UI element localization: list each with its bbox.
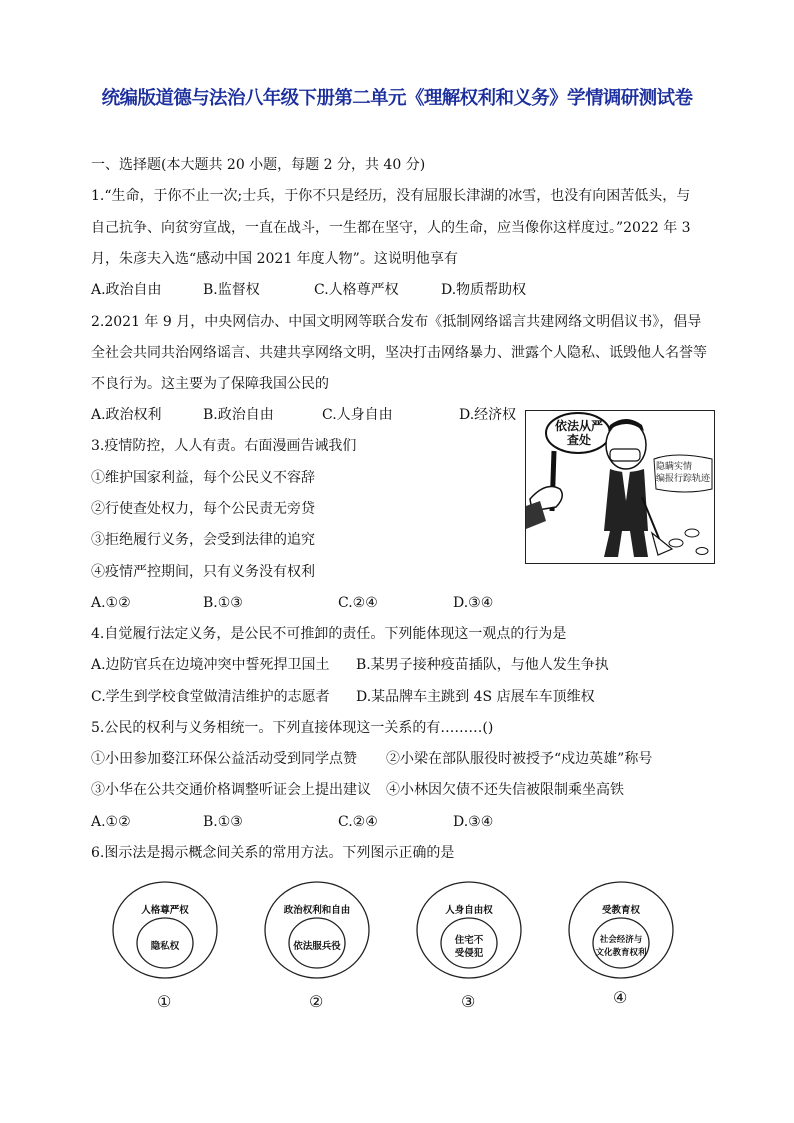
q3-option-d[interactable]: D.③④ xyxy=(453,595,494,611)
q5-option-d[interactable]: D.③④ xyxy=(453,814,494,830)
diagram-2 xyxy=(262,880,372,980)
q1-option-c[interactable]: C.人格尊严权 xyxy=(314,282,399,298)
q4-option-d[interactable]: D.某品牌车主跳到 4S 店展车车顶维权 xyxy=(356,689,595,705)
diagram-4-circles xyxy=(566,880,676,980)
diagram-1-inner-label: 隐私权 xyxy=(150,941,180,952)
q3-stem: 3.疫情防控，人人有责。右面漫画告诫我们 xyxy=(91,438,357,454)
q2-line-1: 2.2021 年 9 月，中央网信办、中国文明网等联合发布《抵制网络谣言共建网络文明倡议书》，倡导 xyxy=(91,314,702,330)
q3-item-2: ②行使查处权力，每个公民责无旁贷 xyxy=(91,501,315,517)
diagram-1-outer-label: 人格尊严权 xyxy=(141,905,189,916)
diagram-2-inner-label: 依法服兵役 xyxy=(293,941,341,952)
diagram-1-number: ① xyxy=(157,992,172,1011)
q3-option-c[interactable]: C.②④ xyxy=(338,595,378,611)
diagram-4-inner-label xyxy=(566,934,676,960)
q5-item-3: ③小华在公共交通价格调整听证会上提出建议 xyxy=(91,782,371,798)
q1-option-d[interactable]: D.物质帮助权 xyxy=(441,282,527,298)
q1-line-1: 1.“生命，于你不止一次;士兵，于你不只是经历，没有屈服长津湖的冰雪，也没有向困苦低头，与 xyxy=(91,188,691,204)
q5-item-2: ②小梁在部队服役时被授予“戍边英雄”称号 xyxy=(386,751,653,767)
q2-option-c[interactable]: C.人身自由 xyxy=(322,407,393,423)
q1-option-b[interactable]: B.监督权 xyxy=(203,282,260,298)
diagram-4-inner-line-1: 社会经济与 xyxy=(599,935,643,945)
q2-option-a[interactable]: A.政治权利 xyxy=(91,407,162,423)
diagram-3-circles xyxy=(414,880,524,980)
q1-option-a[interactable]: A.政治自由 xyxy=(91,282,162,298)
cartoon-sign xyxy=(552,419,606,447)
q2-option-b[interactable]: B.政治自由 xyxy=(203,407,274,423)
q3-item-4: ④疫情严控期间，只有义务没有权利 xyxy=(91,564,315,580)
diagram-1-circles xyxy=(110,880,220,980)
diagram-3-inner-line-1: 住宅不 xyxy=(454,935,484,946)
q5-stem: 5.公民的权利与义务相统一。下列直接体现这一关系的有………() xyxy=(91,720,494,736)
q3-option-b[interactable]: B.①③ xyxy=(203,595,243,611)
q5-item-4: ④小林因欠债不还失信被限制乘坐高铁 xyxy=(386,782,624,798)
q5-item-1: ①小田参加婺江环保公益活动受到同学点赞 xyxy=(91,751,357,767)
q3-item-3: ③拒绝履行义务，会受到法律的追究 xyxy=(91,532,315,548)
cartoon-sign-line-2: 查处 xyxy=(566,433,591,447)
q4-option-c[interactable]: C.学生到学校食堂做清洁维护的志愿者 xyxy=(91,689,330,705)
diagram-1 xyxy=(110,880,220,980)
cartoon-caption xyxy=(656,461,712,485)
diagram-4-number: ④ xyxy=(613,988,628,1007)
diagram-4-inner-line-2: 文化教育权利 xyxy=(595,948,647,958)
q2-line-3: 不良行为。这主要为了保障我国公民的 xyxy=(91,376,329,392)
q3-item-1: ①维护国家利益，每个公民义不容辞 xyxy=(91,470,315,486)
diagram-3 xyxy=(414,880,524,980)
q2-option-d[interactable]: D.经济权 xyxy=(459,407,517,423)
q4-option-b[interactable]: B.某男子接种疫苗插队，与他人发生争执 xyxy=(356,657,609,673)
q5-option-c[interactable]: C.②④ xyxy=(338,814,378,830)
section-heading: 一、选择题(本大题共 20 小题，每题 2 分，共 40 分) xyxy=(91,157,426,173)
q2-line-2: 全社会共同共治网络谣言、共建共享网络文明，坚决打击网络暴力、泄露个人隐私、诋毁他人名誉等 xyxy=(91,345,707,361)
q3-cartoon xyxy=(525,410,715,564)
q6-stem: 6.图示法是揭示概念间关系的常用方法。下列图示正确的是 xyxy=(91,845,455,861)
page-title: 统编版道德与法治八年级下册第二单元《理解权利和义务》学情调研测试卷 xyxy=(101,88,693,109)
cartoon-sign-line-1: 依法从严 xyxy=(554,419,603,433)
cartoon-caption-line-2: 编报行踪轨迹 xyxy=(656,474,711,484)
diagram-3-number: ③ xyxy=(461,992,476,1011)
diagram-3-inner-line-2: 受侵犯 xyxy=(454,948,484,959)
diagram-2-outer-label: 政治权利和自由 xyxy=(283,905,351,916)
diagram-4-outer-label: 受教育权 xyxy=(601,905,640,916)
cartoon-caption-line-1: 隐瞒实情 xyxy=(656,462,693,472)
diagram-3-inner-label xyxy=(414,934,524,960)
q1-line-2: 自己抗争、向贫穷宣战，一直在战斗，一生都在坚守，人的生命，应当像你这样度过。”2022 年 3 xyxy=(91,220,691,236)
diagram-4 xyxy=(566,880,676,980)
diagram-2-circles xyxy=(262,880,372,980)
diagram-2-number: ② xyxy=(309,992,324,1011)
q5-option-b[interactable]: B.①③ xyxy=(203,814,243,830)
q5-option-a[interactable]: A.①② xyxy=(91,814,131,830)
diagram-3-outer-label: 人身自由权 xyxy=(445,905,493,916)
q4-option-a[interactable]: A.边防官兵在边境冲突中誓死捍卫国土 xyxy=(91,657,330,673)
q4-stem: 4.自觉履行法定义务，是公民不可推卸的责任。下列能体现这一观点的行为是 xyxy=(91,626,567,642)
q3-option-a[interactable]: A.①② xyxy=(91,595,131,611)
q1-line-3: 月，朱彦夫入选“感动中国 2021 年度人物”。这说明他享有 xyxy=(91,251,458,267)
